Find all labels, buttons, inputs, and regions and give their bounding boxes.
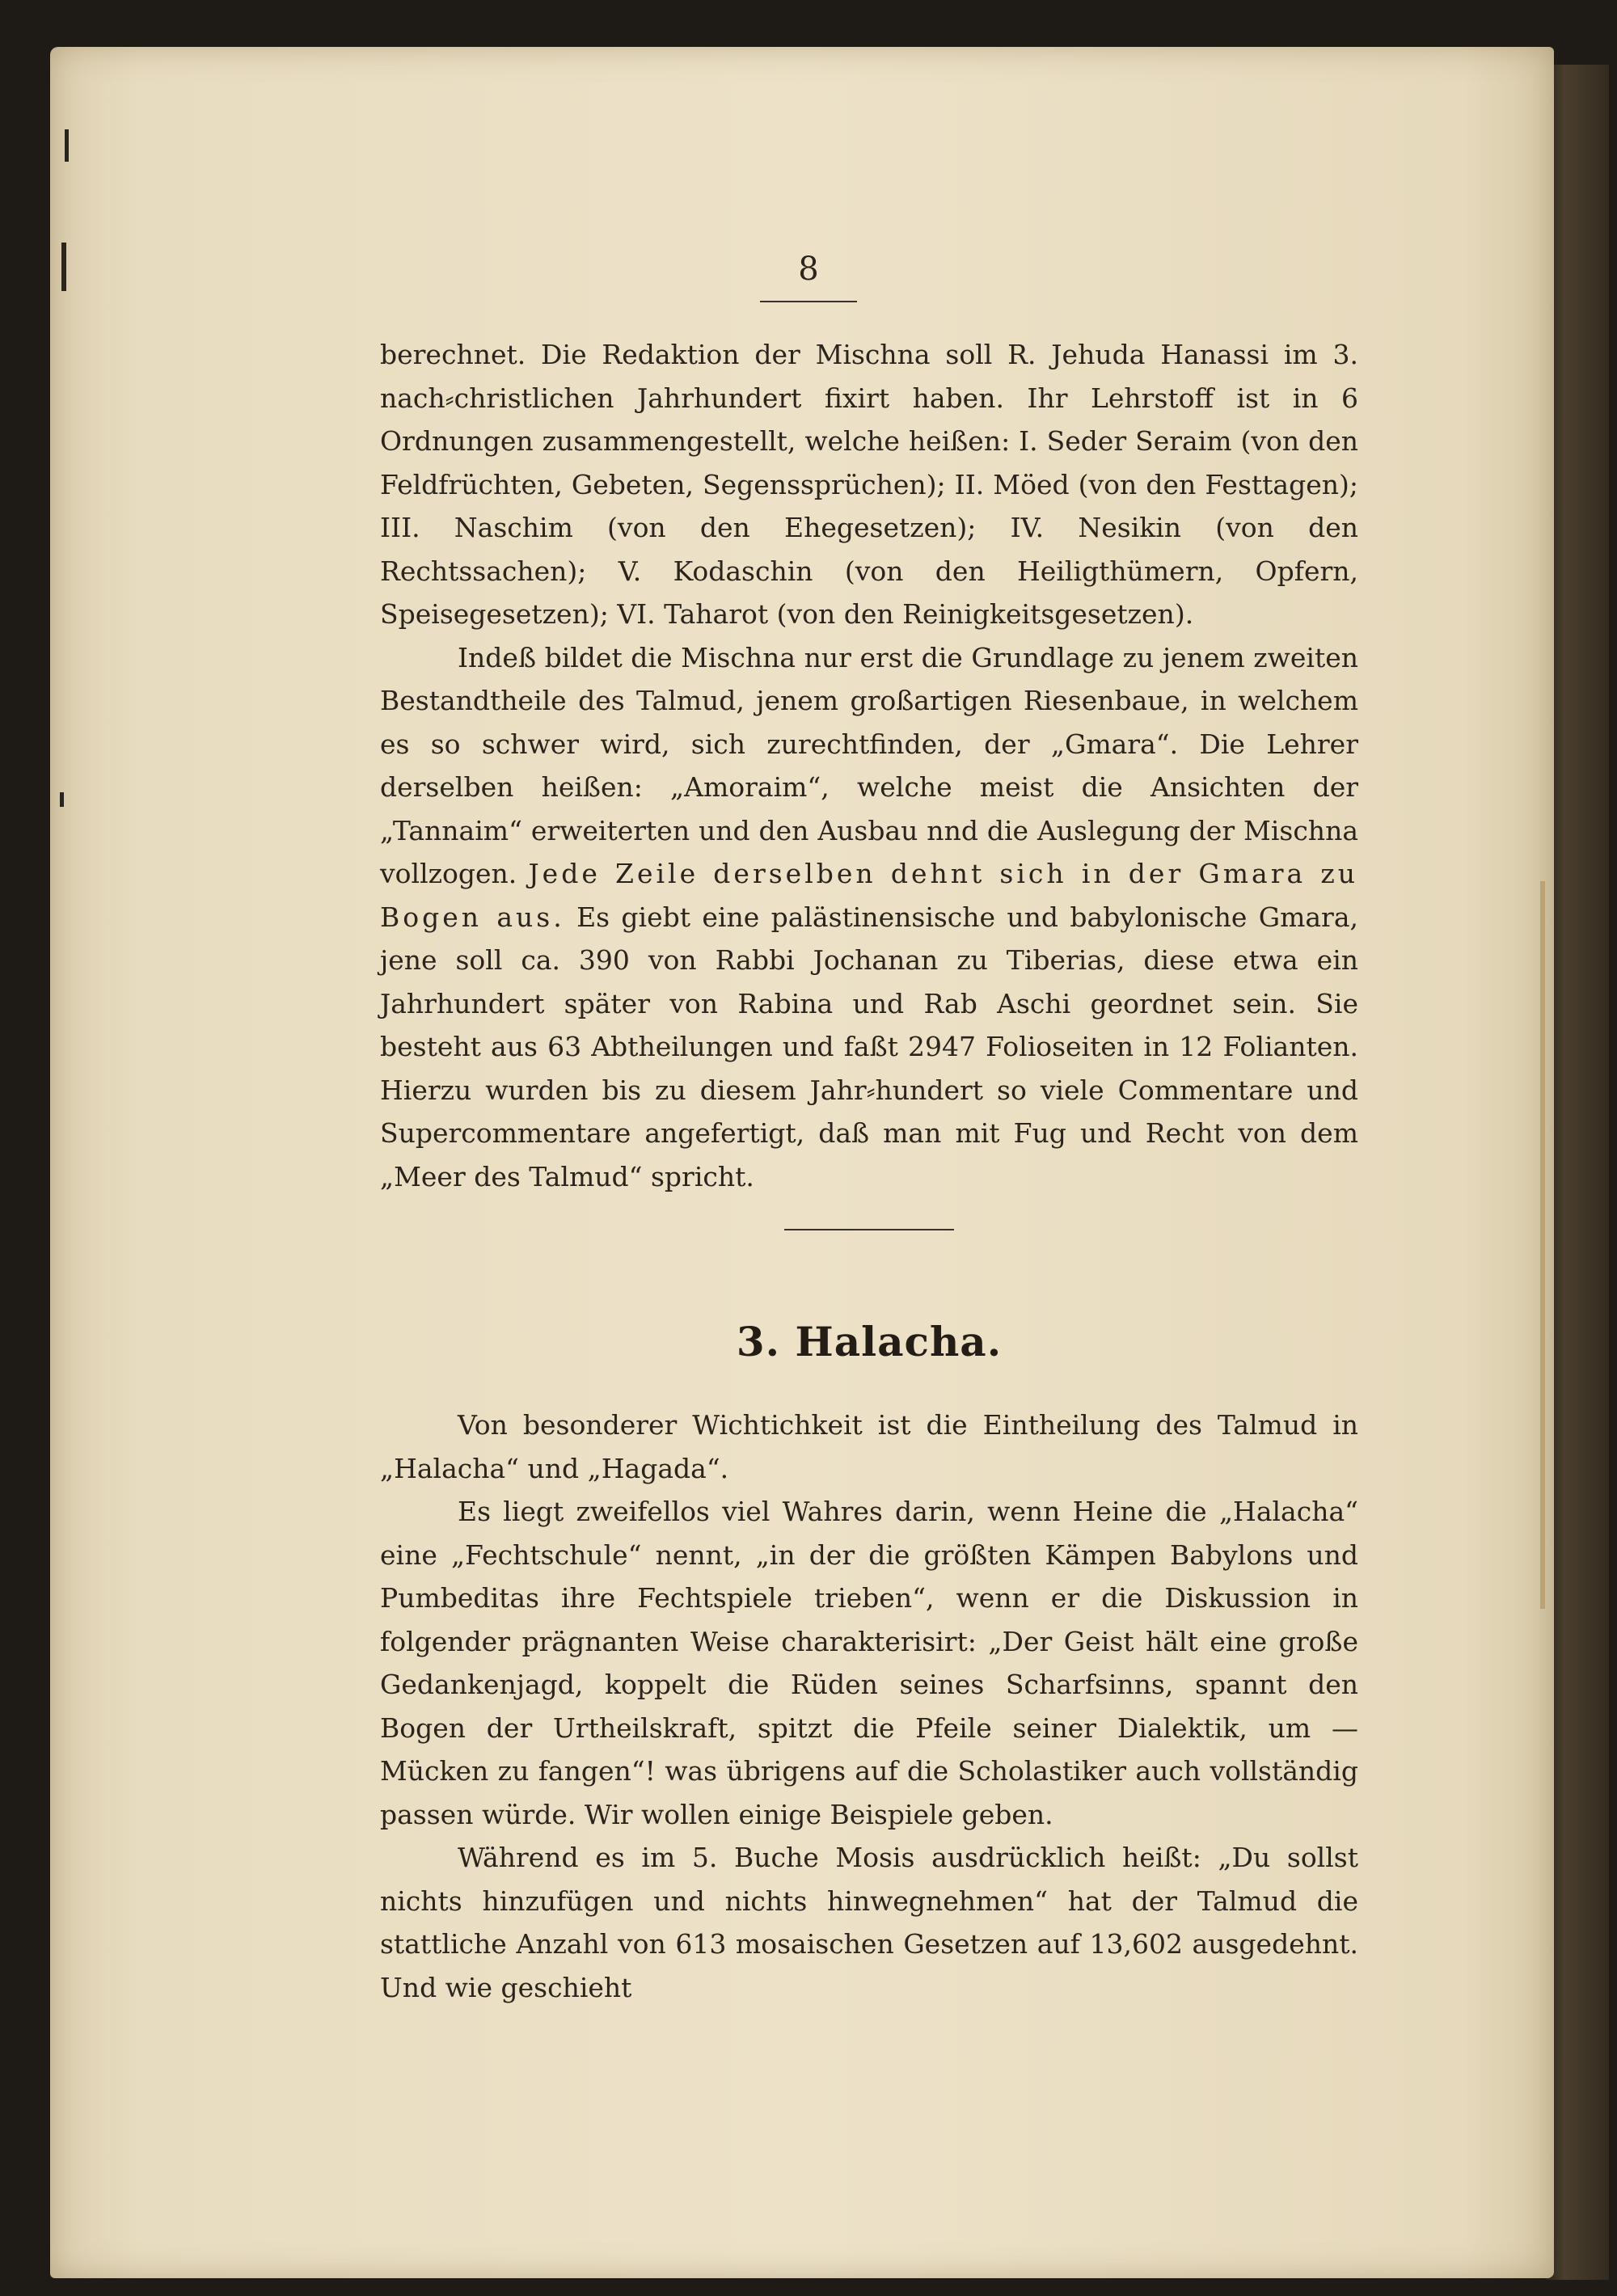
text-block-top (380, 333, 1358, 1198)
margin-mark (65, 129, 69, 162)
text-block-bottom (380, 1403, 1358, 2009)
book-edge (1546, 65, 1609, 2280)
paragraph: Von besonderer Wichtichkeit ist die Eintheilung des Talmud in „Halacha“ und „Hagada“. (380, 1409, 1358, 1484)
paragraph-text: Indeß bildet die Mischna nur erst die Grundlage zu jenem zweiten Bestandtheile des Talmud, jenem großartigen Riesenbaue, in welchem es so schwer wird, sich zurechtfinden, der „Gmara“. Die Lehrer derselben heißen: „Amoraim“, welche meist die Ansichten der „Tannaim“ erweiterten und den Ausbau nnd die Auslegung der Mischna vollzogen. (380, 641, 1358, 889)
section-heading: 3. Halacha. (736, 1318, 1003, 1365)
paragraph (380, 636, 1358, 1199)
page-number: 8 (798, 251, 819, 288)
margin-mark (61, 243, 66, 291)
paragraph-text: Es giebt eine palästinensische und babylonische Gmara, jene soll ca. 390 von Rabbi Jochanan zu Tiberias, diese etwa ein Jahrhundert später von Rabina und Rab Aschi geordnet sein. Sie besteht aus 63 Abtheilungen und faßt 2947 Folioseiten in 12 Folianten. Hierzu wurden bis zu diesem Jahr⸗hundert so viele Commentare und Supercommentare angefertigt, daß man mit Fug und Recht von dem „Meer des Talmud“ spricht. (380, 901, 1358, 1192)
page-number-rule (760, 301, 857, 302)
paragraph: berechnet. Die Redaktion der Mischna soll R. Jehuda Hanassi im 3. nach⸗christlichen Jahrhundert fixirt haben. Ihr Lehrstoff ist in 6 Ordnungen zusammengestellt, welche heißen: I. Seder Seraim (von den Feldfrüchten, Gebeten, Segenssprüchen); II. Möed (von den Festtagen); III. Naschim (von den Ehegesetzen); IV. Nesikin (von den Rechtssachen); V. Kodaschin (von den Heiligthümern, Opfern, Speisegesetzen); VI. Taharot (von den Reinigkeitsgesetzen). (380, 339, 1358, 630)
gutter-mark (1540, 881, 1545, 1609)
margin-mark (60, 792, 64, 807)
section-divider (784, 1229, 954, 1230)
paragraph: Während es im 5. Buche Mosis ausdrücklich heißt: „Du sollst nichts hinzufügen und nichts hinwegnehmen“ hat der Talmud die stattliche Anzahl von 613 mosaischen Gesetzen auf 13,602 ausgedehnt. Und wie geschieht (380, 1842, 1358, 2003)
paragraph: Es liegt zweifellos viel Wahres darin, wenn Heine die „Halacha“ eine „Fechtschule“ nennt, „in der die größten Kämpen Babylons und Pumbeditas ihre Fechtspiele trieben“, wenn er die Diskussion in folgender prägnanten Weise charakterisirt: „Der Geist hält eine große Gedankenjagd, koppelt die Rüden seines Scharfsinns, spannt den Bogen der Urtheilskraft, spitzt die Pfeile seiner Dialektik, um — Mücken zu fangen“! was übrigens auf die Scholastiker auch vollständig passen würde. Wir wollen einige Beispiele geben. (380, 1496, 1358, 1830)
emphasized-text: Jede Zeile derselben dehnt sich in der Gmara zu Bogen aus. (380, 858, 1358, 933)
